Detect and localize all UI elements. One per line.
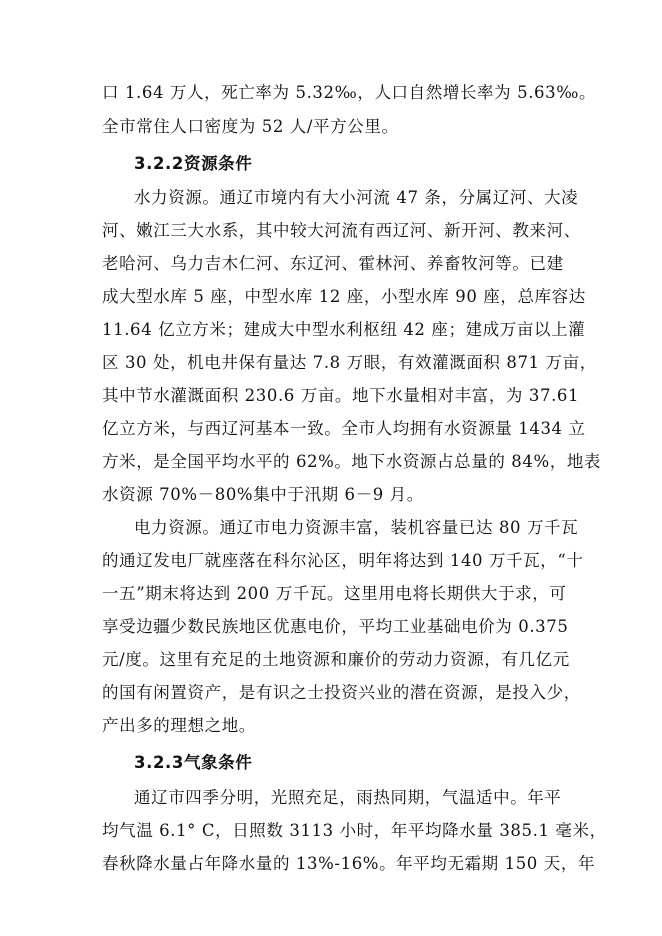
text-line: 通辽市四季分明，光照充足，雨热同期，气温适中。年平 <box>134 788 562 807</box>
text-line: 享受边疆少数民族地区优惠电价，平均工业基础电价为 0.375 <box>102 617 569 636</box>
text-line: 口 1.64 万人，死亡率为 5.32‰，人口自然增长率为 5.63‰。 <box>102 83 597 102</box>
text-line: 方米，是全国平均水平的 62%。地下水资源占总量的 84%，地表 <box>102 452 602 471</box>
text-line: 成大型水库 5 座，中型水库 12 座，小型水库 90 座，总库容达 <box>102 287 586 306</box>
text-line: 一五”期末将达到 200 万千瓦。这里用电将长期供大于求，可 <box>102 584 567 603</box>
text-line: 电力资源。通辽市电力资源丰富，装机容量已达 80 万千瓦 <box>134 518 579 537</box>
text-line: 全市常住人口密度为 52 人/平方公里。 <box>102 117 399 136</box>
text-line: 产出多的理想之地。 <box>102 716 256 735</box>
text-line: 春秋降水量占年降水量的 13%-16%。年平均无霜期 150 天，年 <box>102 854 596 873</box>
text-line: 区 30 处，机电井保有量达 7.8 万眼，有效灌溉面积 871 万亩， <box>102 353 597 372</box>
text-line: 11.64 亿立方米；建成大中型水利枢纽 42 座；建成万亩以上灌 <box>102 320 586 339</box>
text-line: 河、嫩江三大水系，其中较大河流有西辽河、新开河、教来河、 <box>102 221 581 240</box>
section-heading-climate: 3.2.3气象条件 <box>134 753 253 772</box>
text-line: 元/度。这里有充足的土地资源和廉价的劳动力资源，有几亿元 <box>102 650 570 669</box>
text-line: 亿立方米，与西辽河基本一致。全市人均拥有水资源量 1434 立 <box>102 419 586 438</box>
text-line: 均气温 6.1° C，日照数 3113 小时，年平均降水量 385.1 毫米， <box>102 821 607 840</box>
text-line: 其中节水灌溉面积 230.6 万亩。地下水量相对丰富，为 37.61 <box>102 386 580 405</box>
text-line: 水力资源。通辽市境内有大小河流 47 条，分属辽河、大凌 <box>134 188 579 207</box>
text-line: 的国有闲置资产，是有识之士投资兴业的潜在资源，是投入少， <box>102 683 581 702</box>
text-line: 的通辽发电厂就座落在科尔沁区，明年将达到 140 万千瓦，“十 <box>102 551 584 570</box>
text-line: 水资源 70%－80%集中于汛期 6－9 月。 <box>102 485 424 504</box>
section-heading-resources: 3.2.2资源条件 <box>134 154 253 173</box>
text-line: 老哈河、乌力吉木仁河、东辽河、霍林河、养畜牧河等。已建 <box>102 254 564 273</box>
